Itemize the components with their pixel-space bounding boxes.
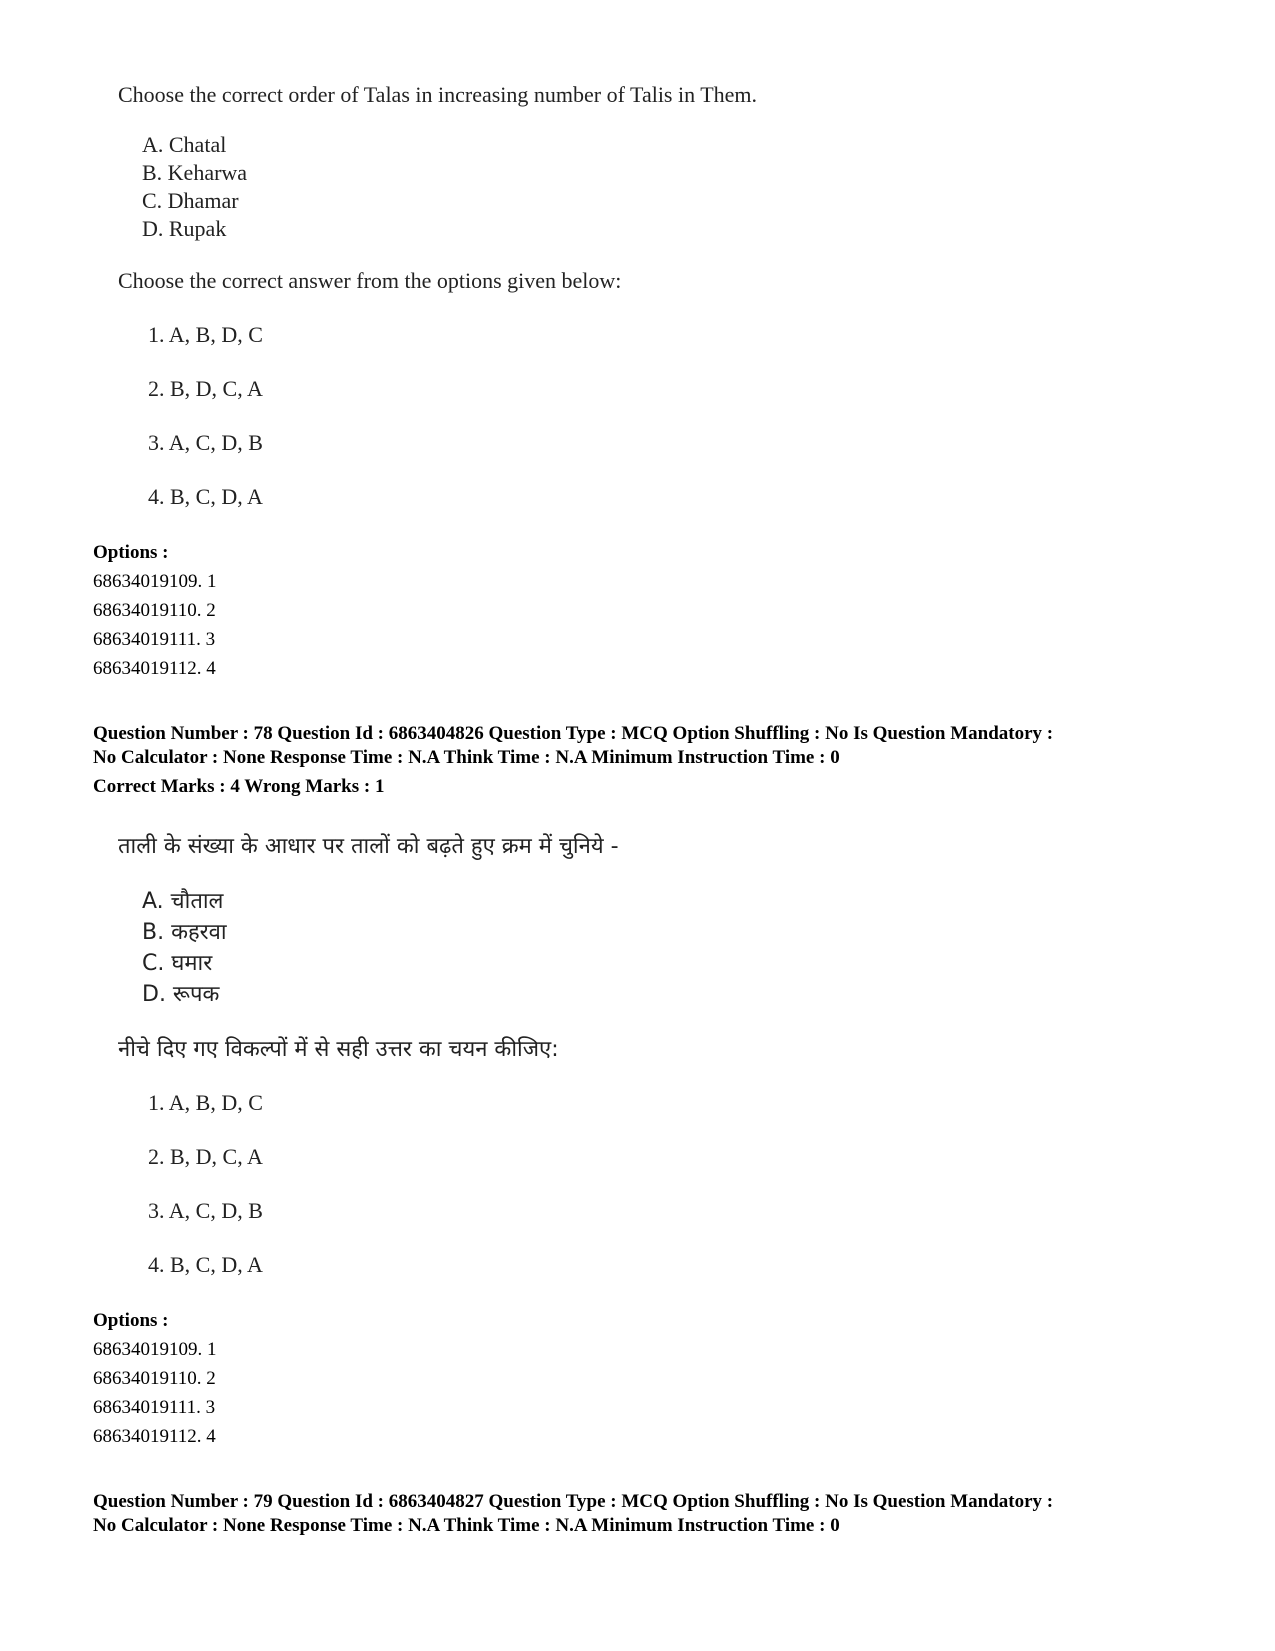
option-line: 68634019109. 1 xyxy=(93,571,217,592)
question-meta-line: Question Number : 79 Question Id : 6863404827 Question Type : MCQ Option Shuffling : No Is Question Mandatory : xyxy=(93,1491,1054,1512)
question-marks: Correct Marks : 4 Wrong Marks : 1 xyxy=(93,776,385,797)
option-line: 68634019111. 3 xyxy=(93,629,216,650)
answer-choice: 2. B, D, C, A xyxy=(148,1144,263,1169)
answer-choice: 3. A, C, D, B xyxy=(148,1198,263,1223)
question-item: B. कहरवा xyxy=(142,920,227,945)
question-item: C. घमार xyxy=(142,951,213,976)
option-line: 68634019112. 4 xyxy=(93,658,216,679)
question-item: C. Dhamar xyxy=(142,188,239,213)
answer-instruction: Choose the correct answer from the options given below: xyxy=(118,268,622,293)
answer-choice: 1. A, B, D, C xyxy=(148,322,263,347)
option-line: 68634019112. 4 xyxy=(93,1426,216,1447)
option-line: 68634019111. 3 xyxy=(93,1397,216,1418)
answer-choice: 2. B, D, C, A xyxy=(148,376,263,401)
answer-choice: 4. B, C, D, A xyxy=(148,484,263,509)
question-prompt: Choose the correct order of Talas in increasing number of Talis in Them. xyxy=(118,82,758,107)
option-line: 68634019109. 1 xyxy=(93,1339,217,1360)
answer-choice: 3. A, C, D, B xyxy=(148,430,263,455)
answer-choice: 1. A, B, D, C xyxy=(148,1090,263,1115)
answer-choice: 4. B, C, D, A xyxy=(148,1252,263,1277)
question-item: D. Rupak xyxy=(142,216,227,241)
question-item: B. Keharwa xyxy=(142,160,248,185)
question-item: A. चौताल xyxy=(142,889,224,914)
option-line: 68634019110. 2 xyxy=(93,600,216,621)
answer-instruction: नीचे दिए गए विकल्पों में से सही उत्तर का चयन कीजिए: xyxy=(118,1037,559,1062)
question-meta-line: No Calculator : None Response Time : N.A Think Time : N.A Minimum Instruction Time : 0 xyxy=(93,1515,840,1536)
question-item: A. Chatal xyxy=(142,132,227,157)
options-label: Options : xyxy=(93,542,169,563)
question-prompt: ताली के संख्या के आधार पर तालों को बढ़ते हुए क्रम में चुनिये - xyxy=(118,834,619,859)
option-line: 68634019110. 2 xyxy=(93,1368,216,1389)
question-meta-line: Question Number : 78 Question Id : 6863404826 Question Type : MCQ Option Shuffling : No Is Question Mandatory : xyxy=(93,723,1054,744)
question-meta-line: No Calculator : None Response Time : N.A Think Time : N.A Minimum Instruction Time : 0 xyxy=(93,747,840,768)
options-label: Options : xyxy=(93,1310,169,1331)
question-item: D. रूपक xyxy=(142,982,220,1007)
